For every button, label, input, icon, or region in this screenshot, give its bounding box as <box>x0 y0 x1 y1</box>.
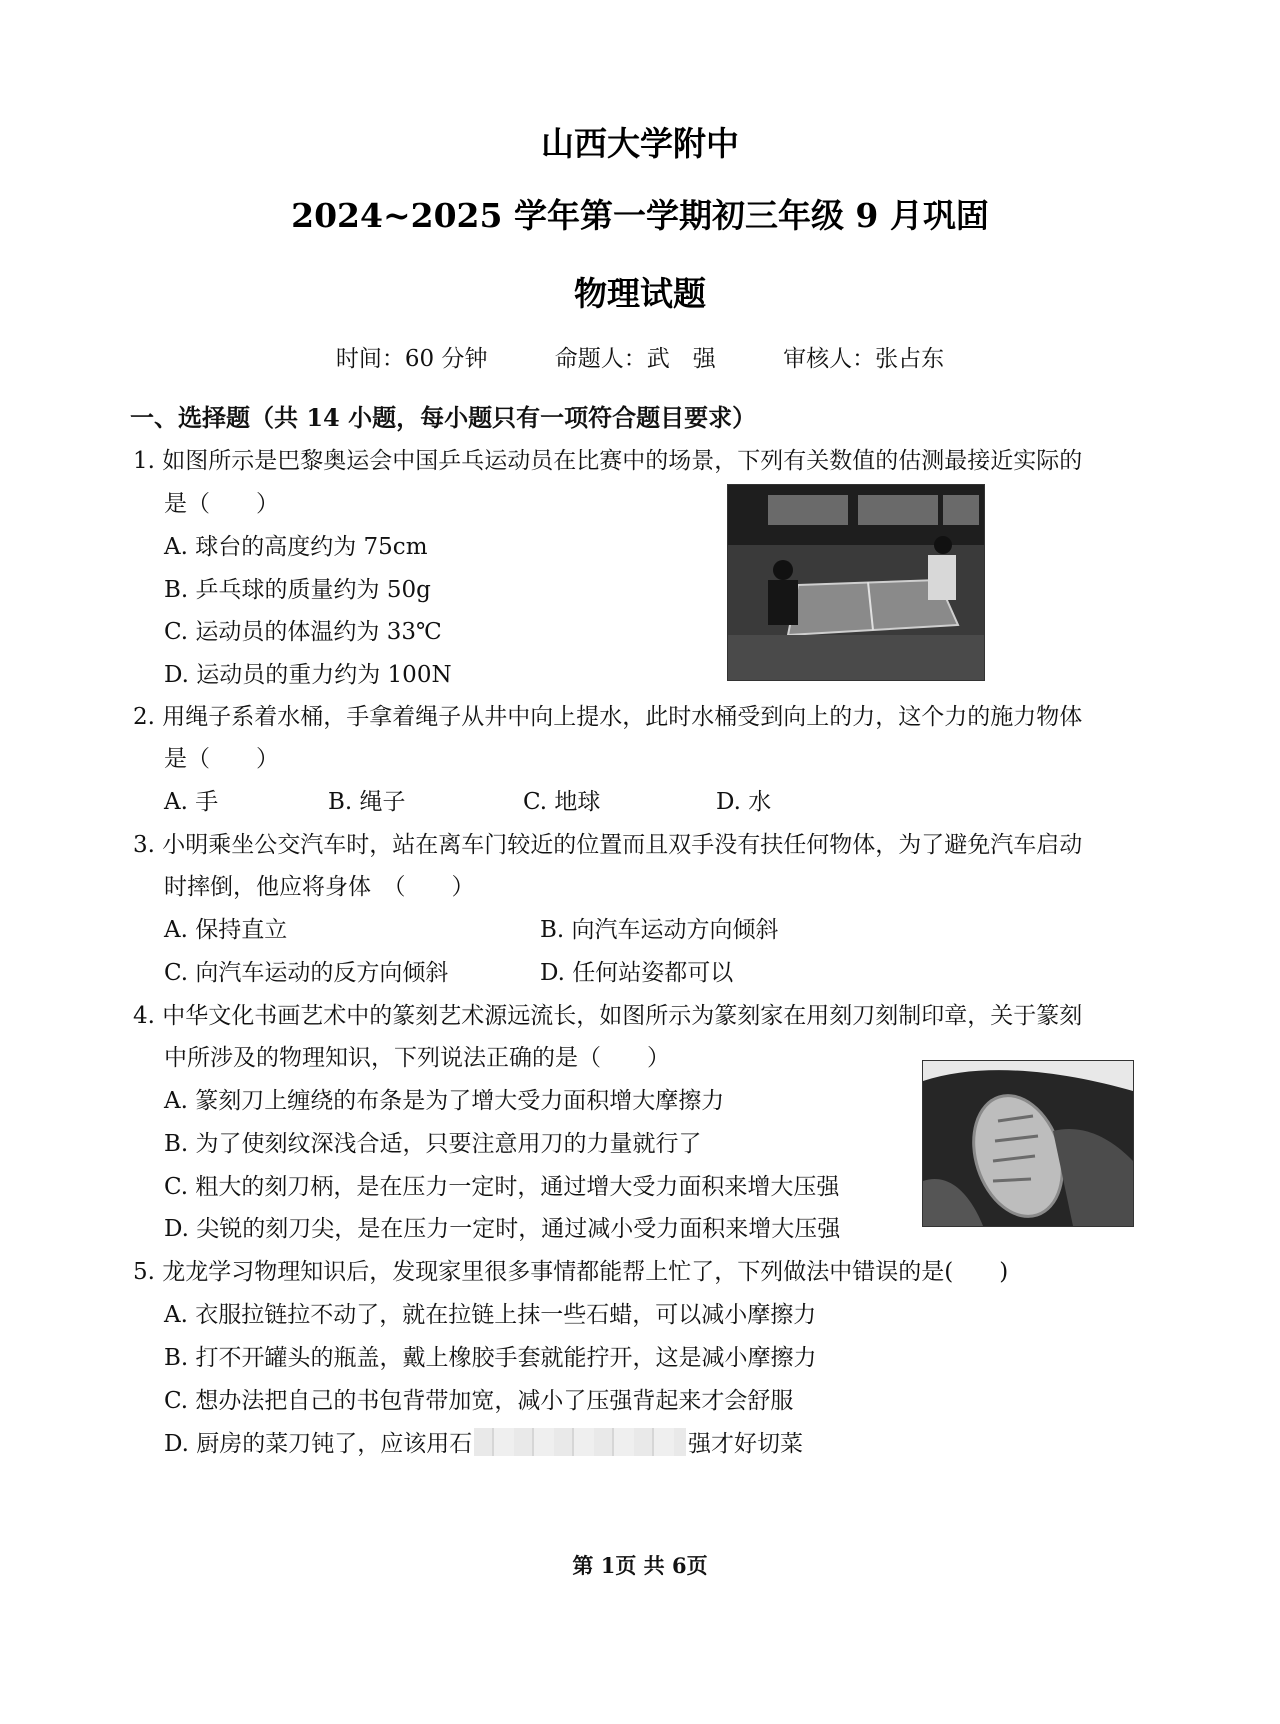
q1-option-d: D. 运动员的重力约为 100N <box>164 662 452 688</box>
q2-option-a: A. 手 <box>164 789 219 815</box>
question-number: 5. <box>133 1259 155 1285</box>
q1-option-a: A. 球台的高度约为 75cm <box>164 534 428 560</box>
q5-option-c: C. 想办法把自己的书包背带加宽，减小了压强背起来才会舒服 <box>164 1388 794 1414</box>
school-title: 山西大学附中 <box>541 124 739 163</box>
q4-option-d: D. 尖锐的刻刀尖，是在压力一定时，通过减小受力面积来增大压强 <box>164 1216 841 1242</box>
q4-option-c: C. 粗大的刻刀柄，是在压力一定时，通过增大受力面积来增大压强 <box>164 1174 840 1200</box>
question-text: 用绳子系着水桶，手拿着绳子从井中向上提水，此时水桶受到向上的力，这个力的施力物体 <box>162 704 1083 730</box>
question-number: 4. <box>133 1003 155 1029</box>
page-footer: 第 1页 共 6页 <box>572 1553 708 1578</box>
q3-option-d: D. 任何站姿都可以 <box>540 960 734 986</box>
q5-option-d-start: D. 厨房的菜刀钝了，应该用石 <box>164 1431 473 1457</box>
exam-time: 时间：60 分钟 <box>335 346 488 372</box>
q2-option-c: C. 地球 <box>523 789 601 815</box>
question-5-stem <box>133 1253 1008 1286</box>
question-number: 2. <box>133 704 155 730</box>
exam-title: 2024~2025 学年第一学期初三年级 9 月巩固 <box>291 196 989 235</box>
table-tennis-photo <box>727 484 985 681</box>
question-text: 龙龙学习物理知识后，发现家里很多事情都能帮上忙了，下列做法中错误的是( ) <box>162 1259 1009 1285</box>
q5-option-d-end: 强才好切菜 <box>688 1431 803 1457</box>
q1-option-b: B. 乒乓球的质量约为 50g <box>164 577 431 603</box>
section-heading: 一、选择题（共 14 小题，每小题只有一项符合题目要求） <box>130 403 757 432</box>
seal-carving-photo <box>922 1060 1134 1227</box>
q3-option-a: A. 保持直立 <box>164 917 288 943</box>
question-text: 小明乘坐公交汽车时，站在离车门较近的位置而且双手没有扶任何物体，为了避免汽车启动 <box>162 832 1083 858</box>
question-text: 如图所示是巴黎奥运会中国乒乓运动员在比赛中的场景，下列有关数值的估测最接近实际的 <box>162 448 1083 474</box>
subject-title: 物理试题 <box>574 274 706 313</box>
redacted-text <box>474 1428 686 1456</box>
question-3-stem <box>133 826 1082 859</box>
q2-option-d: D. 水 <box>716 789 772 815</box>
q3-option-c: C. 向汽车运动的反方向倾斜 <box>164 960 449 986</box>
question-2-stem-cont: 是（ ） <box>164 746 279 772</box>
question-4-stem-cont: 中所涉及的物理知识，下列说法正确的是（ ） <box>164 1045 670 1071</box>
question-1-stem <box>133 442 1082 475</box>
exam-author: 命题人：武 强 <box>554 346 716 372</box>
exam-meta <box>0 340 1280 373</box>
question-3-stem-cont: 时摔倒，他应将身体 （ ） <box>164 874 475 900</box>
q4-option-a: A. 篆刻刀上缠绕的布条是为了增大受力面积增大摩擦力 <box>164 1088 725 1114</box>
exam-reviewer: 审核人：张占东 <box>783 346 945 372</box>
q1-option-c: C. 运动员的体温约为 33℃ <box>164 619 442 645</box>
q5-option-b: B. 打不开罐头的瓶盖，戴上橡胶手套就能拧开，这是减小摩擦力 <box>164 1345 817 1371</box>
q4-option-b: B. 为了使刻纹深浅合适，只要注意用刀的力量就行了 <box>164 1131 702 1157</box>
question-number: 3. <box>133 832 155 858</box>
question-text: 中华文化书画艺术中的篆刻艺术源远流长，如图所示为篆刻家在用刻刀刻制印章，关于篆刻 <box>162 1003 1083 1029</box>
question-4-stem <box>133 997 1082 1030</box>
table-tennis-illustration <box>728 485 984 680</box>
question-1-stem-cont: 是（ ） <box>164 491 279 517</box>
q2-option-b: B. 绳子 <box>328 789 406 815</box>
question-number: 1. <box>133 448 155 474</box>
q3-option-b: B. 向汽车运动方向倾斜 <box>540 917 779 943</box>
question-2-stem <box>133 698 1082 731</box>
seal-carving-illustration <box>923 1061 1133 1226</box>
q5-option-a: A. 衣服拉链拉不动了，就在拉链上抹一些石蜡，可以减小摩擦力 <box>164 1302 817 1328</box>
